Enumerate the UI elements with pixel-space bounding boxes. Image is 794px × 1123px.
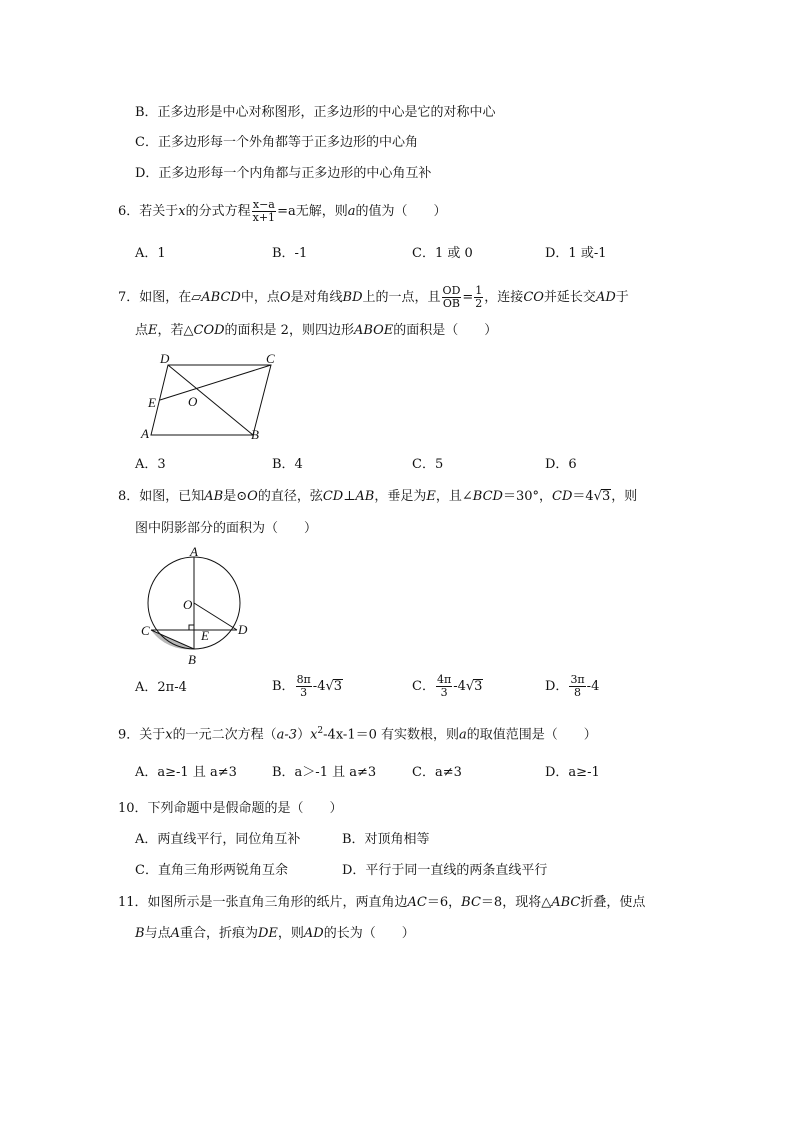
q11-var: A (170, 926, 180, 941)
q7-text: ，若△ (157, 323, 194, 338)
sqrt-radicand: 3 (474, 679, 483, 694)
q7-option-b: B．4 (272, 457, 303, 472)
q8-circle-figure (138, 545, 258, 670)
q7-var: CO (523, 290, 544, 305)
q7-stem-line2 (135, 322, 497, 340)
q11-var: DE (257, 926, 278, 941)
q7-fraction-half (474, 285, 483, 310)
q10-option-a: A．两直线平行，同位角互补 (135, 832, 301, 847)
q8-option-c: C． $\frac{4\pi}{3}$ -4√3 (412, 673, 483, 699)
q10-stem: 10．下列命题中是假命题的是（ ） (118, 801, 343, 816)
q11-var: BC (461, 895, 481, 910)
q8-text: ，则 (611, 489, 638, 504)
q8-sqrt-radicand: 3 (601, 489, 611, 504)
q7-var: ABOE (353, 323, 394, 338)
q7-text: 点 (135, 323, 149, 338)
q8-opt-c-fraction (436, 674, 452, 699)
q8-var: AB (204, 489, 224, 504)
label-a: A (190, 545, 198, 559)
q9-option-c: C．a≠3 (412, 765, 462, 780)
label-b: B (251, 427, 259, 442)
q8-opt-text: -4 (453, 679, 466, 694)
q6-fraction (252, 199, 276, 224)
q7-parallelogram-figure (138, 350, 288, 445)
q7-var: COD (193, 323, 225, 338)
q7-text: 中，点 (240, 290, 280, 305)
q8-text: ＝30°， (502, 489, 553, 504)
label-d: D (160, 351, 170, 366)
diagonal-bd (168, 365, 253, 435)
q11-var: B (135, 926, 145, 941)
q7-text: 是对角线 (290, 290, 343, 305)
q9-var: a-3 (276, 727, 298, 743)
label-d: D (238, 622, 248, 637)
q9-option-d: D．a≥-1 (545, 765, 600, 780)
q11-text: 重合，折痕为 (179, 926, 258, 941)
q8-option-b: B． $\frac{8\pi}{3}$ -4√3 (272, 673, 343, 699)
q8-text: ＝4 (572, 489, 594, 504)
segment-ce (160, 365, 271, 400)
q8-option-d (545, 673, 599, 701)
q7-text: 并延长交 (543, 290, 596, 305)
q7-text: 于 (615, 290, 629, 305)
q7-option-d: D．6 (545, 457, 577, 472)
q6-stem (118, 199, 447, 224)
q7-var: E (148, 323, 158, 338)
q6-text: 6．若关于 (118, 204, 179, 219)
q7-text: 的面积是（ ） (393, 323, 498, 338)
label-c: C (141, 623, 150, 638)
q9-var: x (310, 727, 318, 743)
q8-var: BCD (472, 489, 503, 504)
q8-option-a: A．2π-4 (135, 680, 187, 695)
q7-fraction-od-ob (442, 285, 462, 310)
q11-text: 的长为（ ） (323, 926, 415, 941)
q11-text: ＝6， (426, 895, 462, 910)
q7-frac-den: 2 (475, 297, 483, 310)
q7-var: AD (595, 290, 616, 305)
q8-var: E (426, 489, 436, 504)
q8-var: CD (552, 489, 573, 504)
q7-stem-line1 (118, 285, 629, 310)
q6-option-a: A．1 (135, 246, 166, 261)
q11-text: ＝8，现将△ (480, 895, 552, 910)
q9-stem (118, 722, 597, 744)
q10-option-c: C．直角三角形两锐角互余 (135, 863, 288, 878)
q7-frac-den: OB (442, 297, 461, 310)
label-e: E (148, 395, 156, 410)
sqrt-radicand: 3 (333, 679, 343, 694)
q9-var: x (165, 727, 173, 743)
q7-option-a: A．3 (135, 457, 166, 472)
q7-text: 的面积是 2，则四边形 (224, 323, 354, 338)
q8-opt-text: -4 (312, 679, 326, 694)
q11-var: AD (303, 926, 324, 941)
q8-opt-label: B． (272, 679, 295, 694)
q9-option-b: B．a＞-1 且 a≠3 (272, 765, 377, 780)
q8-opt-b-fraction (296, 674, 312, 699)
q11-text: 折叠，使点 (580, 895, 646, 910)
q5-option-b: B．正多边形是中心对称图形，正多边形的中心是它的对称中心 (135, 105, 496, 120)
frac-num: 3π (570, 673, 585, 686)
q7-var: O (279, 290, 291, 305)
q8-stem-line1: 8．如图，已知AB是⊙O的直径，弦CD⊥AB，垂足为E，且∠BCD＝30°，CD＝4√3，则 (118, 489, 638, 504)
q11-stem-line1 (118, 894, 645, 912)
q9-text: 的一元二次方程（ (172, 727, 277, 743)
q11-stem-line2 (135, 925, 415, 943)
q11-text: ，则 (277, 926, 304, 941)
q11-var: ABC (551, 895, 581, 910)
q5-option-c: C．正多边形每一个外角都等于正多边形的中心角 (135, 135, 418, 150)
q9-text: 9．关于 (118, 727, 166, 743)
frac-num: 4π (436, 673, 452, 686)
q8-var: CD⊥AB (322, 489, 375, 504)
q11-var: AC (407, 895, 427, 910)
label-o: O (183, 597, 193, 612)
q6-text: =a无解，则 (277, 204, 348, 219)
q7-text: ，连接 (484, 290, 524, 305)
q9-option-a: A．a≥-1 且 a≠3 (135, 765, 237, 780)
q8-var: O (247, 489, 258, 504)
q6-text: 的值为（ ） (355, 204, 447, 219)
q9-text: ） (297, 727, 311, 743)
label-a: A (141, 426, 149, 441)
label-c: C (266, 351, 275, 366)
q6-option-c: C．1 或 0 (412, 246, 473, 261)
label-b: B (188, 652, 196, 667)
q8-opt-text: -4 (586, 679, 600, 694)
q6-frac-den: x+1 (252, 211, 276, 224)
frac-den: 3 (300, 686, 308, 699)
q8-text: ，且∠ (435, 489, 473, 504)
frac-den: 8 (574, 686, 582, 699)
q11-text: 11．如图所示是一张直角三角形的纸片，两直角边 (118, 895, 408, 910)
label-e: E (201, 628, 209, 643)
q7-option-c: C．5 (412, 457, 444, 472)
q8-stem-line2: 图中阴影部分的面积为（ ） (135, 521, 318, 536)
q7-var: BD (342, 290, 363, 305)
q7-frac-num: OD (442, 284, 461, 297)
frac-num: 8π (296, 673, 311, 686)
q6-frac-num: x−a (252, 198, 275, 211)
q10-option-b: B．对顶角相等 (342, 832, 430, 847)
q6-var-x: x (178, 204, 186, 219)
q7-text: = (462, 290, 474, 305)
segment-od (194, 603, 237, 630)
q9-text: 的取值范围是（ ） (466, 727, 597, 743)
label-o: O (188, 394, 198, 409)
q6-var-a: a (347, 204, 356, 219)
q7-frac-num: 1 (475, 284, 483, 297)
q9-var: a (459, 727, 467, 743)
q10-option-d: D．平行于同一直线的两条直线平行 (342, 863, 548, 878)
q8-text: 8．如图，已知 (118, 489, 205, 504)
q8-text: ，垂足为 (374, 489, 427, 504)
q7-text: 7．如图，在▱ (118, 290, 202, 305)
q9-exponent: 2 (317, 726, 324, 736)
frac-den: 3 (440, 686, 448, 699)
q11-text: 与点 (144, 926, 171, 941)
q7-text: 上的一点，且 (362, 290, 441, 305)
q8-text: 是⊙ (223, 489, 248, 504)
q8-opt-label: D． (545, 679, 569, 694)
q6-option-d: D．1 或-1 (545, 246, 607, 261)
right-angle-mark (189, 625, 194, 630)
q7-var: ABCD (201, 290, 241, 305)
q8-opt-d-fraction (569, 674, 585, 699)
q8-opt-label: C． (412, 679, 435, 694)
q6-text: 的分式方程 (185, 204, 251, 219)
q9-text: -4x-1＝0 有实数根，则 (323, 727, 459, 743)
q8-text: 的直径，弦 (257, 489, 323, 504)
q6-option-b: B．-1 (272, 246, 308, 261)
q5-option-d: D．正多边形每一个内角都与正多边形的中心角互补 (135, 166, 432, 181)
